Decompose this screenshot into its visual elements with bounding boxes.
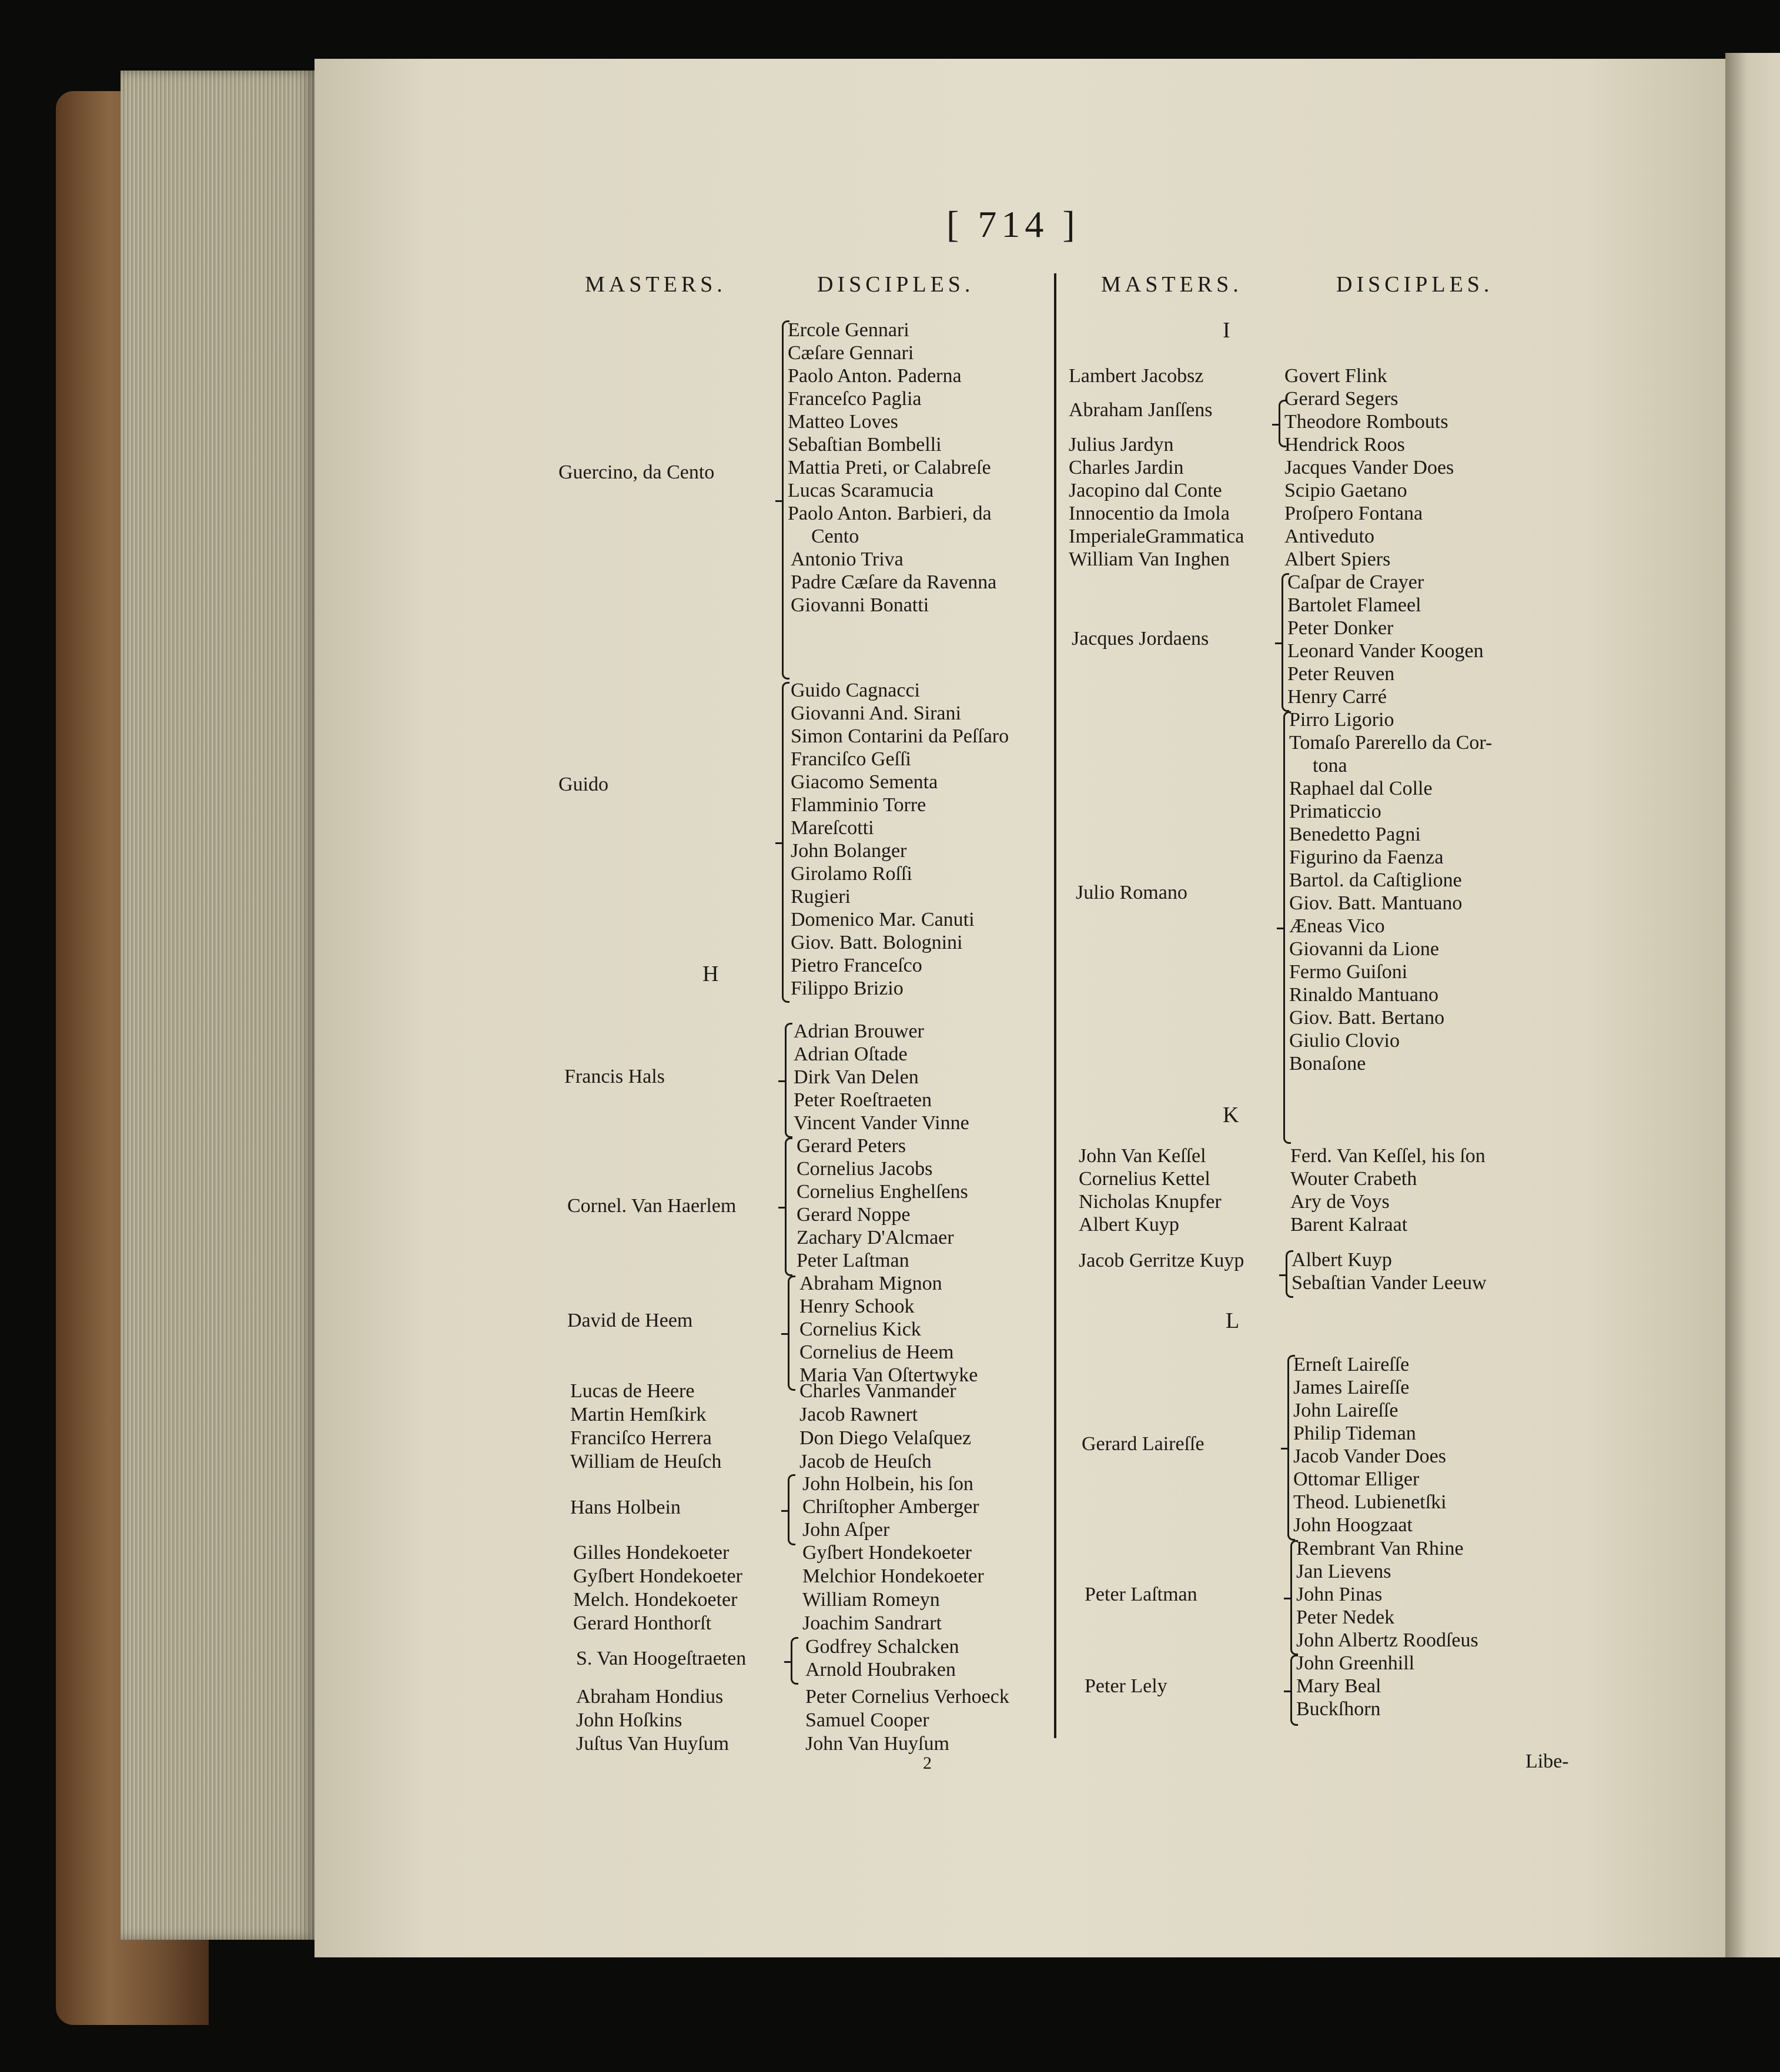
- brace-left-hals: [785, 1023, 792, 1138]
- header-masters-left: MASTERS.: [585, 272, 727, 297]
- brace-left-heem: [788, 1276, 795, 1391]
- right-master: Abraham Janſſens: [1069, 399, 1213, 421]
- header-masters-right: MASTERS.: [1101, 272, 1243, 297]
- header-disciples-left: DISCIPLES.: [817, 272, 975, 297]
- left-disciple: John Van Huyſum: [805, 1733, 949, 1755]
- signature-mark: 2: [923, 1753, 932, 1773]
- left-disciple: Antonio Triva: [791, 548, 904, 570]
- left-disciple: Maria Van Oſtertwyke: [799, 1364, 978, 1386]
- book-page: [314, 59, 1725, 1957]
- left-disciple: John Aſper: [802, 1519, 890, 1541]
- right-disciple: Peter Nedek: [1296, 1606, 1395, 1628]
- right-disciple: Scipio Gaetano: [1284, 480, 1407, 501]
- right-master: Jacopino dal Conte: [1069, 480, 1222, 501]
- left-disciple: Samuel Cooper: [805, 1709, 929, 1731]
- right-disciple: Hendrick Roos: [1284, 434, 1405, 456]
- left-disciple: Paolo Anton. Barbieri, da: [788, 503, 992, 524]
- left-disciple: Zachary D'Alcmaer: [797, 1227, 954, 1248]
- right-disciple: Peter Reuven: [1287, 663, 1395, 685]
- left-disciple: Henry Schook: [799, 1296, 915, 1317]
- left-disciple: John Bolanger: [791, 840, 907, 862]
- right-master: Julius Jardyn: [1069, 434, 1174, 456]
- left-master: Gyſbert Hondekoeter: [573, 1565, 742, 1587]
- right-disciple: Barent Kalraat: [1290, 1214, 1408, 1236]
- left-disciple: Charles Vanmander: [799, 1380, 956, 1402]
- left-master: Hans Holbein: [570, 1497, 681, 1518]
- brace-left-guido: [782, 682, 789, 1003]
- left-master: Franciſco Herrera: [570, 1427, 712, 1449]
- right-master: Peter Lely: [1085, 1675, 1167, 1697]
- right-disciple: Benedetto Pagni: [1289, 824, 1421, 845]
- section-letter-h: H: [702, 962, 719, 986]
- right-disciple: Jacob Vander Does: [1293, 1445, 1446, 1467]
- right-disciple: Tomaſo Parerello da Cor-: [1289, 732, 1493, 754]
- facing-page-edge: [1725, 53, 1780, 1957]
- right-disciple: Giov. Batt. Bertano: [1289, 1007, 1445, 1029]
- brace-left-haerlem: [785, 1137, 792, 1276]
- left-disciple: Giovanni And. Sirani: [791, 702, 961, 724]
- left-master: Gerard Honthorſt: [573, 1612, 712, 1634]
- right-disciple: Æneas Vico: [1289, 915, 1385, 937]
- brace-left-hoogestraeten: [791, 1637, 798, 1685]
- left-master: Gilles Hondekoeter: [573, 1542, 730, 1564]
- right-disciple: Bartolet Flameel: [1287, 594, 1421, 616]
- left-disciple: Mattia Preti, or Calabreſe: [788, 457, 991, 478]
- column-divider: [1054, 273, 1056, 1738]
- left-disciple: Joachim Sandrart: [802, 1612, 942, 1634]
- left-disciple: Franceſco Paglia: [788, 388, 922, 410]
- right-master: Gerard Laireſſe: [1082, 1433, 1204, 1455]
- right-disciple: Bonaſone: [1289, 1053, 1366, 1075]
- left-master: David de Heem: [567, 1310, 693, 1331]
- left-disciple: Flamminio Torre: [791, 794, 926, 816]
- right-disciple: Giulio Clovio: [1289, 1030, 1400, 1052]
- left-disciple: Gerard Peters: [797, 1135, 906, 1157]
- right-disciple: Antiveduto: [1284, 525, 1374, 547]
- left-disciple: Adrian Oſtade: [794, 1043, 908, 1065]
- right-disciple: tona: [1313, 755, 1347, 776]
- right-disciple: Ferd. Van Keſſel, his ſon: [1290, 1145, 1485, 1167]
- right-disciple: Primaticcio: [1289, 801, 1381, 822]
- left-disciple: Abraham Mignon: [799, 1273, 942, 1294]
- right-master: Cornelius Kettel: [1079, 1168, 1210, 1190]
- left-master: Martin Hemſkirk: [570, 1404, 707, 1425]
- right-disciple: Giov. Batt. Mantuano: [1289, 892, 1463, 914]
- right-master: Nicholas Knupfer: [1079, 1191, 1222, 1213]
- left-disciple: Cento: [811, 525, 859, 547]
- left-disciple: Peter Cornelius Verhoeck: [805, 1686, 1009, 1708]
- left-disciple: Cæſare Gennari: [788, 342, 914, 364]
- left-master: Cornel. Van Haerlem: [567, 1195, 737, 1217]
- right-disciple: Albert Kuyp: [1291, 1249, 1392, 1271]
- right-disciple: John Greenhill: [1296, 1652, 1415, 1674]
- left-disciple: Godfrey Schalcken: [805, 1636, 959, 1658]
- left-master: S. Van Hoogeſtraeten: [576, 1648, 747, 1669]
- right-disciple: Sebaſtian Vander Leeuw: [1291, 1272, 1487, 1294]
- left-disciple: Adrian Brouwer: [794, 1020, 924, 1042]
- left-disciple: Cornelius de Heem: [799, 1341, 954, 1363]
- left-disciple: Filippo Brizio: [791, 978, 904, 999]
- left-disciple: Giovanni Bonatti: [791, 594, 929, 616]
- right-disciple: Bartol. da Caſtiglione: [1289, 869, 1462, 891]
- left-master: John Hoſkins: [576, 1709, 682, 1731]
- section-letter-l: L: [1226, 1308, 1240, 1333]
- left-disciple: Mareſcotti: [791, 817, 874, 839]
- left-disciple: Chriſtopher Amberger: [802, 1496, 979, 1518]
- left-master: Guercino, da Cento: [558, 461, 715, 483]
- catchword: Libe-: [1525, 1750, 1569, 1772]
- left-disciple: Franciſco Geſſi: [791, 748, 911, 770]
- right-disciple: James Laireſſe: [1293, 1377, 1410, 1398]
- right-disciple: Erneſt Laireſſe: [1293, 1354, 1410, 1375]
- left-disciple: Giacomo Sementa: [791, 771, 938, 793]
- left-master: William de Heuſch: [570, 1451, 722, 1472]
- right-master: Lambert Jacobsz: [1069, 365, 1204, 387]
- left-disciple: Paolo Anton. Paderna: [788, 365, 962, 387]
- section-letter-k: K: [1223, 1103, 1239, 1127]
- right-disciple: Theodore Rombouts: [1284, 411, 1448, 433]
- right-disciple: Peter Donker: [1287, 617, 1394, 639]
- right-master: Jacques Jordaens: [1072, 628, 1209, 650]
- left-disciple: Vincent Vander Vinne: [794, 1112, 969, 1134]
- right-disciple: Figurino da Faenza: [1289, 846, 1444, 868]
- right-master: Jacob Gerritze Kuyp: [1079, 1250, 1244, 1271]
- left-master: Juſtus Van Huyſum: [576, 1733, 730, 1755]
- right-disciple: Govert Flink: [1284, 365, 1387, 387]
- left-disciple: Jacob de Heuſch: [799, 1451, 932, 1472]
- page-edges: [121, 71, 314, 1940]
- right-disciple: Fermo Guiſoni: [1289, 961, 1408, 983]
- left-disciple: Cornelius Jacobs: [797, 1158, 933, 1180]
- left-disciple: Padre Cæſare da Ravenna: [791, 571, 997, 593]
- left-disciple: Cornelius Kick: [799, 1318, 921, 1340]
- left-disciple: Melchior Hondekoeter: [802, 1565, 984, 1587]
- right-master: Charles Jardin: [1069, 457, 1184, 478]
- right-disciple: Proſpero Fontana: [1284, 503, 1423, 524]
- right-disciple: Pirro Ligorio: [1289, 709, 1394, 731]
- left-disciple: Peter Laſtman: [797, 1250, 909, 1271]
- left-disciple: Simon Contarini da Peſſaro: [791, 725, 1009, 747]
- right-disciple: Rembrant Van Rhine: [1296, 1538, 1464, 1559]
- right-disciple: Theod. Lubienetſki: [1293, 1491, 1447, 1513]
- right-master: Julio Romano: [1076, 882, 1187, 903]
- right-disciple: Wouter Crabeth: [1290, 1168, 1417, 1190]
- left-disciple: Domenico Mar. Canuti: [791, 909, 975, 930]
- right-disciple: Philip Tideman: [1293, 1422, 1416, 1444]
- left-disciple: Arnold Houbraken: [805, 1659, 956, 1681]
- right-master: Innocentio da Imola: [1069, 503, 1230, 524]
- right-disciple: Albert Spiers: [1284, 548, 1391, 570]
- left-disciple: Girolamo Roſſi: [791, 863, 912, 885]
- left-master: Lucas de Heere: [570, 1380, 695, 1402]
- right-disciple: Raphael dal Colle: [1289, 778, 1433, 799]
- right-disciple: Rinaldo Mantuano: [1289, 984, 1439, 1006]
- left-disciple: Pietro Franceſco: [791, 955, 922, 976]
- page-number: [ 714 ]: [946, 203, 1080, 245]
- left-disciple: Matteo Loves: [788, 411, 898, 433]
- right-disciple: Ottomar Elliger: [1293, 1468, 1420, 1490]
- left-disciple: Giov. Batt. Bolognini: [791, 932, 963, 953]
- right-disciple: Henry Carré: [1287, 686, 1387, 708]
- right-disciple: Buckſhorn: [1296, 1698, 1381, 1720]
- left-disciple: Gerard Noppe: [797, 1204, 911, 1226]
- right-disciple: Ary de Voys: [1290, 1191, 1390, 1213]
- right-disciple: John Pinas: [1296, 1584, 1383, 1605]
- right-disciple: Giovanni da Lione: [1289, 938, 1439, 960]
- left-master: Guido: [558, 774, 608, 795]
- right-master: John Van Keſſel: [1079, 1145, 1206, 1167]
- left-disciple: Rugieri: [791, 886, 851, 908]
- left-disciple: Jacob Rawnert: [799, 1404, 918, 1425]
- right-disciple: Jacques Vander Does: [1284, 457, 1454, 478]
- left-master: Abraham Hondius: [576, 1686, 724, 1708]
- left-disciple: Sebaſtian Bombelli: [788, 434, 942, 456]
- brace-left-holbein: [788, 1474, 795, 1545]
- right-disciple: Jan Lievens: [1296, 1561, 1391, 1582]
- left-master: Francis Hals: [564, 1066, 665, 1087]
- left-disciple: Don Diego Velaſquez: [799, 1427, 972, 1449]
- right-disciple: John Albertz Roodſeus: [1296, 1629, 1478, 1651]
- left-disciple: Peter Roeſtraeten: [794, 1089, 932, 1111]
- right-master: William Van Inghen: [1069, 548, 1230, 570]
- left-disciple: Cornelius Enghelſens: [797, 1181, 968, 1203]
- right-master: Albert Kuyp: [1079, 1214, 1179, 1236]
- right-disciple: Mary Beal: [1296, 1675, 1381, 1697]
- right-master: Peter Laſtman: [1085, 1584, 1197, 1605]
- right-disciple: John Laireſſe: [1293, 1400, 1398, 1421]
- right-disciple: John Hoogzaat: [1293, 1514, 1413, 1536]
- left-disciple: Dirk Van Delen: [794, 1066, 919, 1088]
- right-disciple: Caſpar de Crayer: [1287, 571, 1424, 593]
- header-disciples-right: DISCIPLES.: [1336, 272, 1494, 297]
- left-disciple: Lucas Scaramucia: [788, 480, 934, 501]
- right-disciple: Gerard Segers: [1284, 388, 1398, 410]
- left-disciple: Gyſbert Hondekoeter: [802, 1542, 972, 1564]
- left-disciple: William Romeyn: [802, 1589, 940, 1611]
- left-disciple: John Holbein, his ſon: [802, 1473, 973, 1495]
- left-disciple: Ercole Gennari: [788, 319, 909, 341]
- left-master: Melch. Hondekoeter: [573, 1589, 738, 1611]
- section-letter-i: I: [1223, 318, 1230, 343]
- right-disciple: Leonard Vander Koogen: [1287, 640, 1484, 662]
- left-disciple: Guido Cagnacci: [791, 679, 920, 701]
- right-master: ImperialeGrammatica: [1069, 525, 1244, 547]
